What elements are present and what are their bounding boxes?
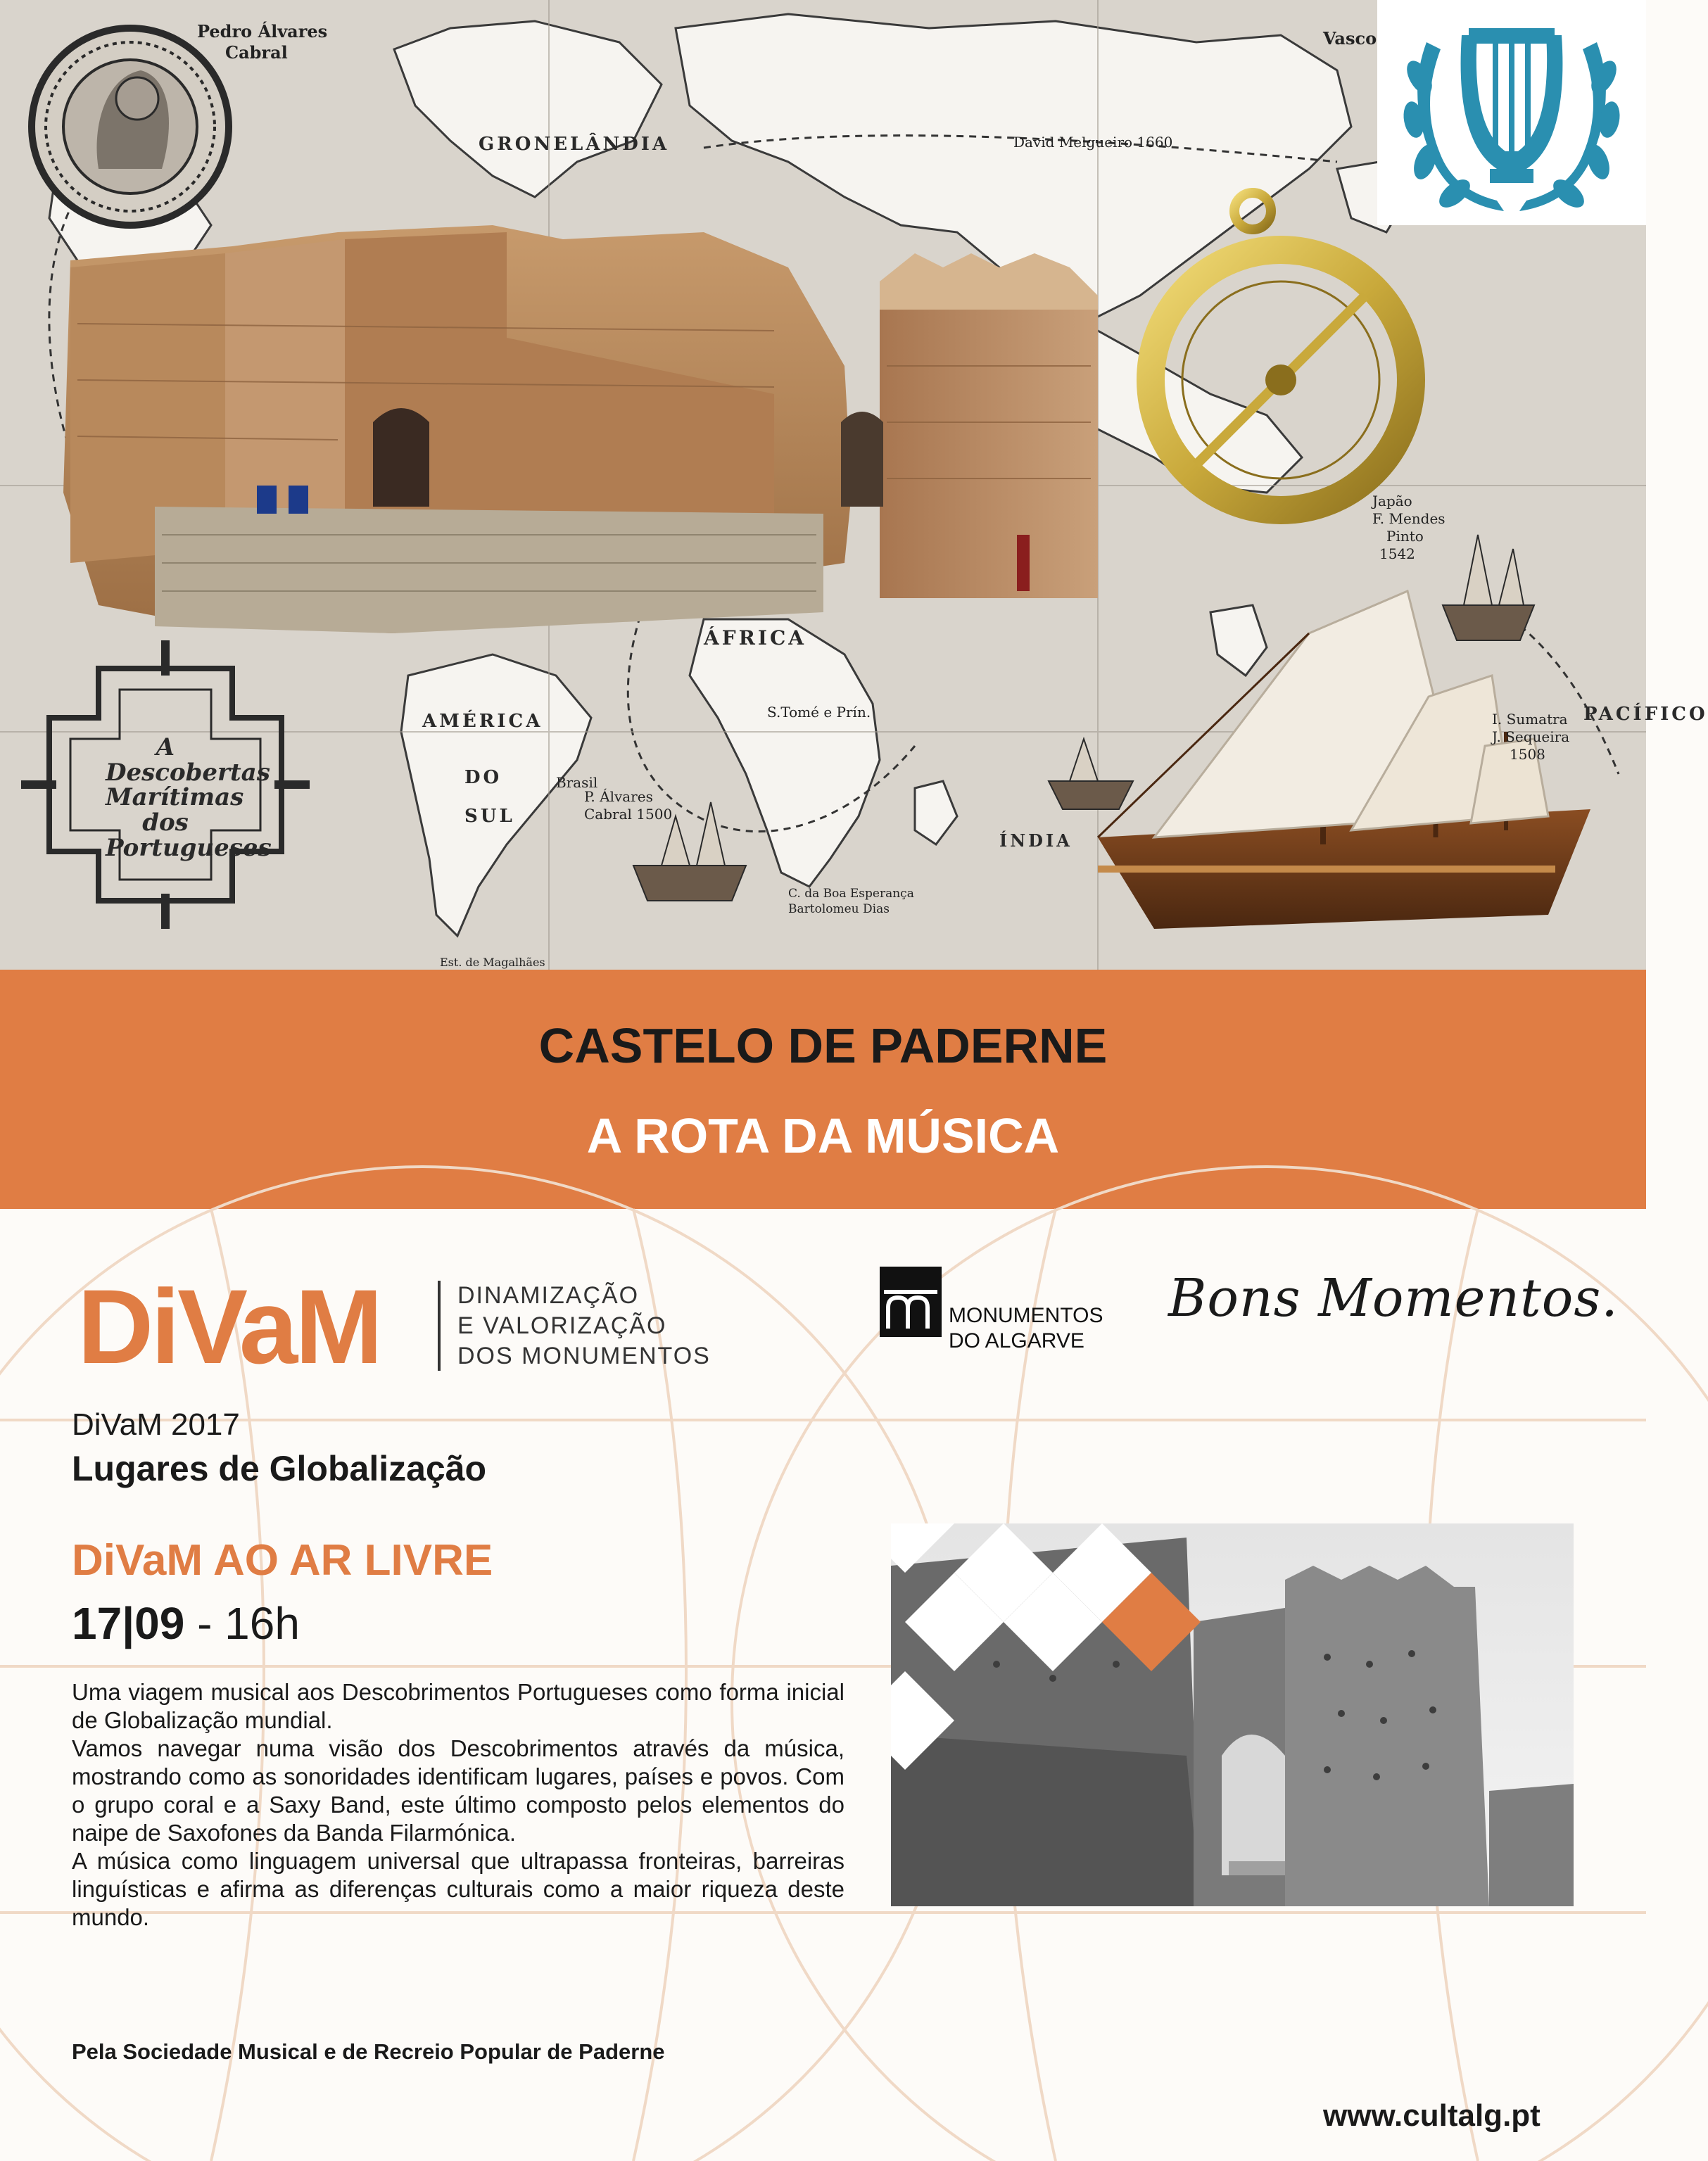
lyre-logo xyxy=(1377,0,1646,225)
map-label-magalhaes: Est. de Magalhães xyxy=(440,956,545,969)
emblem-a: A xyxy=(156,733,175,761)
map-label-1542: 1542 xyxy=(1379,545,1415,562)
cabral-medallion xyxy=(32,28,229,225)
description-paragraph-3: A música como linguagem universal que ultrapassa fronteiras, barreiras linguísticas e afirma as diferenças culturais como a maior riqueza deste mundo. xyxy=(72,1848,844,1930)
divam-logo: DiVaM xyxy=(77,1267,381,1386)
castle-photo xyxy=(63,225,1098,633)
map-label-palvares: P. Álvares xyxy=(584,788,653,805)
map-label-mendes: F. Mendes xyxy=(1372,510,1446,527)
event-theme: Lugares de Globalização xyxy=(72,1449,487,1488)
map-label-stome: S.Tomé e Prín. xyxy=(767,704,871,721)
monumentos-line-2: DO ALGARVE xyxy=(949,1329,1084,1352)
emblem-text xyxy=(106,733,272,862)
banner-title: CASTELO DE PADERNE xyxy=(538,1018,1108,1073)
map-label-sumatra: I. Sumatra xyxy=(1492,711,1568,728)
map-label-japao: Japão xyxy=(1372,493,1412,509)
banner-subtitle: A ROTA DA MÚSICA xyxy=(586,1108,1060,1163)
map-label-sul: SUL xyxy=(464,806,515,827)
map-label-africa: ÁFRICA xyxy=(704,626,806,649)
lyre-icon xyxy=(1377,0,1646,225)
monumentos-logo-text xyxy=(949,1303,1103,1354)
map-label-pedro: Pedro Álvares xyxy=(197,21,328,42)
emblem-dos: dos xyxy=(142,809,189,837)
map-label-cabral1500: Cabral 1500 xyxy=(584,806,673,823)
emblem-portugueses: Portugueses xyxy=(106,833,272,862)
event-headline: DiVaM AO AR LIVRE xyxy=(72,1536,493,1585)
castle-bw-artwork xyxy=(891,1523,1574,1906)
castle-bw-photo xyxy=(891,1523,1574,1906)
event-description xyxy=(72,1678,844,1932)
map-label-1508: 1508 xyxy=(1510,746,1545,763)
divam-tagline xyxy=(457,1281,711,1371)
map-label-pinto: Pinto xyxy=(1386,528,1424,545)
divam-line-2: E VALORIZAÇÃO xyxy=(457,1312,667,1339)
emblem-descobertas: Descobertas xyxy=(106,758,270,787)
map-label-sequeira: J. Sequeira xyxy=(1492,728,1570,745)
event-datetime xyxy=(72,1597,300,1649)
event-time: - 16h xyxy=(184,1598,300,1649)
description-paragraph-2: Vamos navegar numa visão dos Descobrimentos através da música, mostrando como as sonoridades identificam lugares, países e povos. Com o grupo coral e a Saxy Band, este último composto pelos elementos do naipe de Saxofones da Banda Filarmónica. xyxy=(72,1735,844,1846)
divam-line-1: DINAMIZAÇÃO xyxy=(457,1282,640,1309)
map-label-cabo: C. da Boa Esperança xyxy=(788,887,914,901)
website-link[interactable]: www.cultalg.pt xyxy=(1323,2098,1541,2133)
map-label-india: ÍNDIA xyxy=(999,830,1073,851)
map-label-david: David Melgueiro 1660 xyxy=(1013,134,1173,151)
hero-collage xyxy=(0,0,1708,970)
monumentos-line-1: MONUMENTOS xyxy=(949,1304,1103,1327)
map-label-america: AMÉRICA xyxy=(422,711,543,732)
map-label-do: DO xyxy=(464,767,502,788)
divam-divider xyxy=(438,1281,441,1371)
emblem-maritimas: Marítimas xyxy=(106,783,244,812)
map-label-vasco: Vasco xyxy=(1323,28,1377,49)
map-label-bartolomeu: Bartolomeu Dias xyxy=(788,902,890,916)
title-banner xyxy=(0,970,1646,1209)
event-date: 17|09 xyxy=(72,1598,185,1649)
map-label-cabral: Cabral xyxy=(225,42,288,63)
divam-line-3: DOS MONUMENTOS xyxy=(457,1343,711,1369)
map-label-pacifico: PACÍFICO xyxy=(1583,704,1708,725)
bons-momentos-logo: Bons Momentos. xyxy=(1168,1268,1619,1329)
map-label-gronelandia: GRONELÂNDIA xyxy=(479,134,670,155)
map-label-brasil: Brasil xyxy=(556,774,598,791)
event-series: DiVaM 2017 xyxy=(72,1407,240,1442)
event-credit: Pela Sociedade Musical e de Recreio Popular de Paderne xyxy=(72,2039,665,2064)
description-paragraph-1: Uma viagem musical aos Descobrimentos Portugueses como forma inicial de Globalização mundial. xyxy=(72,1679,844,1733)
monumentos-logo-icon xyxy=(880,1267,942,1337)
